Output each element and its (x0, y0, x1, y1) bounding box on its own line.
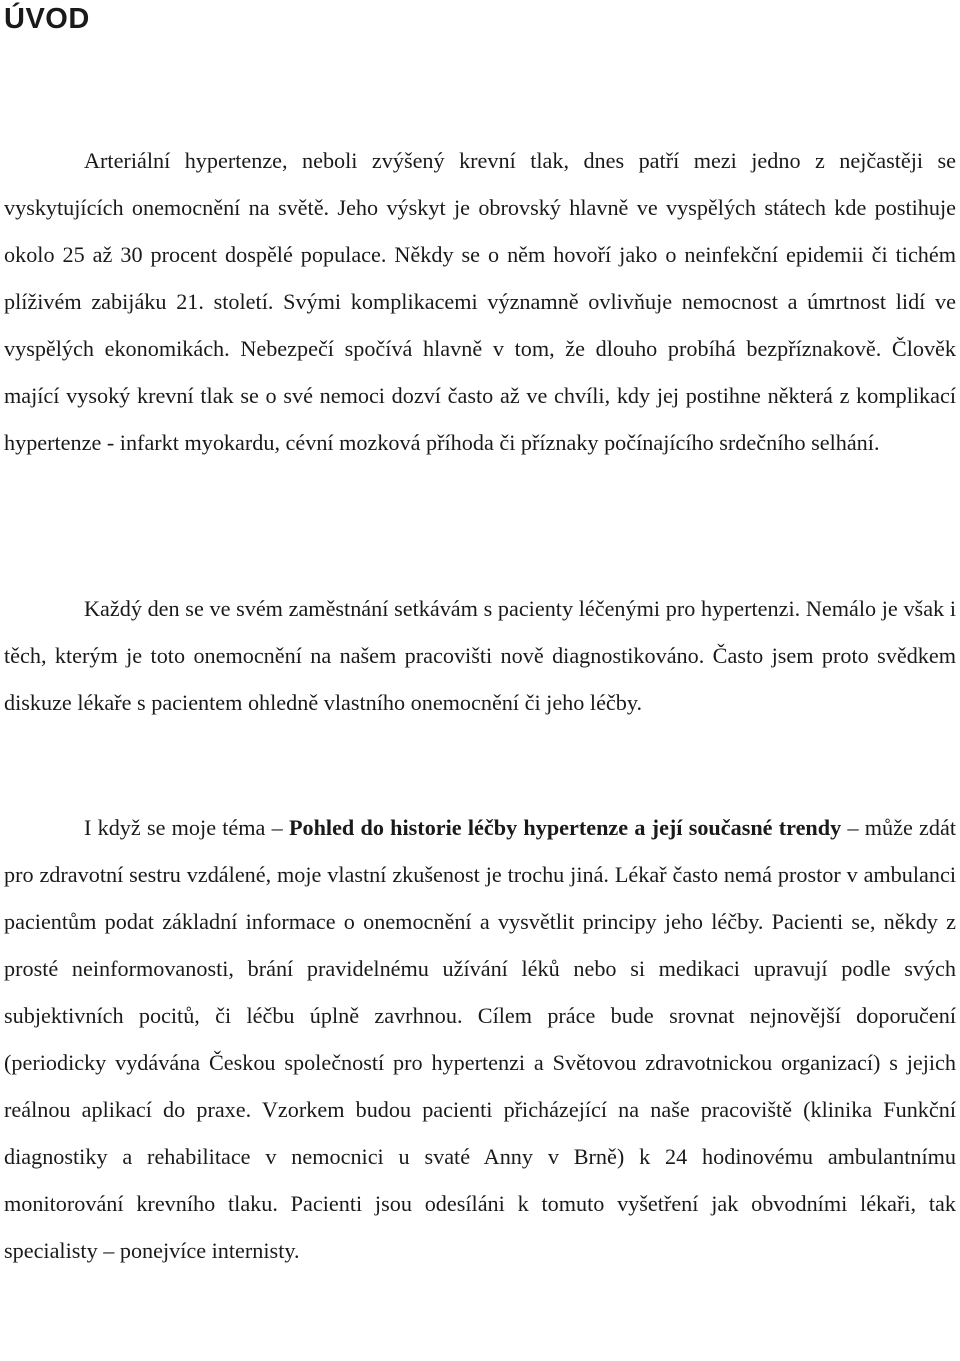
paragraph-intro: Arteriální hypertenze, neboli zvýšený krevní tlak, dnes patří mezi jedno z nejčastěji se vyskytujících onemocnění na světě. Jeho výskyt je obrovský hlavně ve vyspělých státech kde postihuje okolo 25 až 30 procent dospělé populace. Někdy se o něm hovoří jako o neinfekční epidemii či tichém plíživém zabijáku 21. století. Svými komplikacemi významně ovlivňuje nemocnost a úmrtnost lidí ve vyspělých ekonomikách. Nebezpečí spočívá hlavně v tom, že dlouho probíhá bezpříznakově. Člověk mající vysoký krevní tlak se o své nemoci dozví často až ve chvíli, kdy jej postihne některá z komplikací hypertenze - infarkt myokardu, cévní mozková příhoda či příznaky počínajícího srdečního selhání. (4, 148, 956, 455)
paragraph-topic (4, 804, 956, 1274)
paragraph-topic-lead: I když se moje téma – (84, 815, 289, 840)
paragraph-topic-rest: – může zdát pro zdravotní sestru vzdálené, moje vlastní zkušenost je trochu jiná. Lékař často nemá prostor v ambulanci pacientům podat základní informace o onemocnění a vysvětlit principy jeho léčby. Pacienti se, někdy z prosté neinformovanosti, brání pravidelnému užívání léků nebo si medikaci upravují podle svých subjektivních pocitů, či léčbu úplně zavrhnou. Cílem práce bude srovnat nejnovější doporučení (periodicky vydávána Českou společností pro hypertenzi a Světovou zdravotnickou organizací) s jejich reálnou aplikací do praxe. Vzorkem budou pacienti přicházející na naše pracoviště (klinika Funkční diagnostiky a rehabilitace v nemocnici u svaté Anny v Brně) k 24 hodinovému ambulantnímu monitorování krevního tlaku. Pacienti jsou odesíláni k tomuto vyšetření jak obvodními lékaři, tak specialisty – ponejvíce internisty. (4, 815, 956, 1263)
thesis-title: Pohled do historie léčby hypertenze a její současné trendy (288, 815, 842, 840)
paragraph-experience: Každý den se ve svém zaměstnání setkávám s pacienty léčenými pro hypertenzi. Nemálo je však i těch, kterým je toto onemocnění na našem pracovišti nově diagnostikováno. Často jsem proto svědkem diskuze lékaře s pacientem ohledně vlastního onemocnění či jeho léčby. (4, 596, 956, 715)
section-heading: ÚVOD (4, 3, 90, 35)
